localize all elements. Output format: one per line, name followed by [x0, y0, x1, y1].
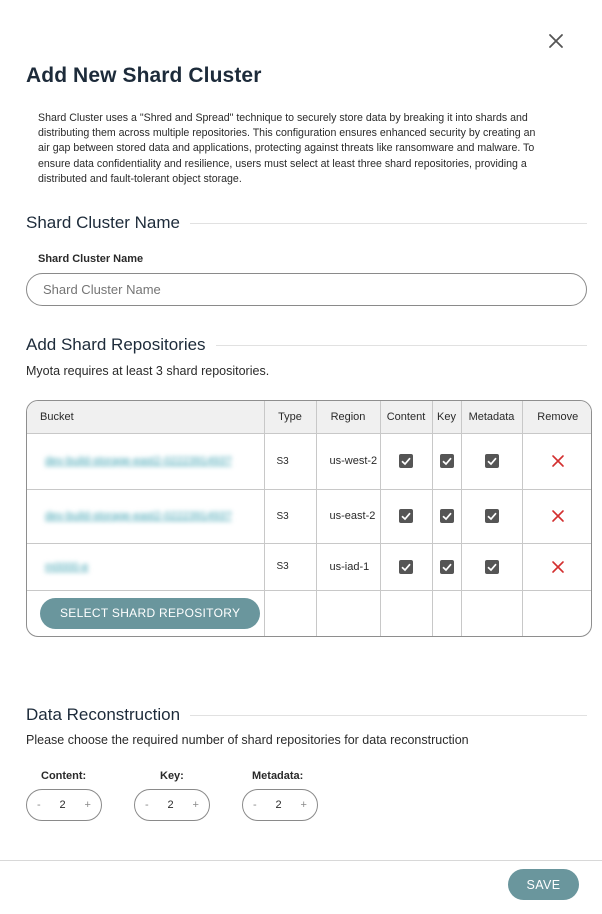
remove-row-button[interactable]	[551, 454, 565, 468]
table-header-row	[27, 401, 592, 433]
column-header-bucket: Bucket	[27, 401, 264, 433]
checkmark-icon	[399, 560, 413, 574]
dialog-title: Add New Shard Cluster	[26, 64, 262, 87]
increment-button[interactable]: +	[300, 799, 307, 811]
bucket-link[interactable]: dev-build-storage-east2-0222391493?	[45, 510, 232, 522]
column-header-metadata: Metadata	[461, 401, 522, 433]
select-shard-repository-button[interactable]: SELECT SHARD REPOSITORY	[40, 598, 260, 629]
table-row	[27, 489, 592, 543]
bucket-link[interactable]: dev-build-storage-east2-0222391493?	[45, 455, 232, 467]
metadata-stepper-label: Metadata:	[252, 770, 304, 782]
key-checkbox[interactable]	[440, 560, 454, 574]
section-heading-text: Add Shard Repositories	[26, 335, 206, 354]
min-repos-note: Myota requires at least 3 shard repositories.	[26, 364, 270, 378]
key-checkbox[interactable]	[440, 454, 454, 468]
type-cell: S3	[264, 489, 316, 543]
content-stepper-label: Content:	[41, 770, 87, 782]
cluster-name-input[interactable]	[26, 273, 587, 306]
section-heading-cluster-name	[26, 213, 587, 233]
metadata-checkbox[interactable]	[485, 454, 499, 468]
region-cell: us-west-2	[316, 433, 380, 489]
table-row	[27, 433, 592, 489]
column-header-region: Region	[316, 401, 380, 433]
checkmark-icon	[485, 560, 499, 574]
bucket-link[interactable]: m0000-e	[45, 560, 89, 573]
checkmark-icon	[485, 509, 499, 523]
checkmark-icon	[485, 454, 499, 468]
column-header-key: Key	[432, 401, 461, 433]
section-heading-text: Data Reconstruction	[26, 705, 181, 724]
content-checkbox[interactable]	[399, 454, 413, 468]
section-divider	[216, 345, 587, 346]
close-button[interactable]	[546, 31, 566, 51]
type-cell: S3	[264, 543, 316, 590]
section-heading-reconstruction	[26, 705, 587, 725]
table-row-actions	[27, 590, 592, 636]
stepper-value: 2	[59, 799, 66, 811]
close-icon	[546, 31, 566, 51]
checkmark-icon	[440, 509, 454, 523]
type-cell: S3	[264, 433, 316, 489]
section-heading-text: Shard Cluster Name	[26, 213, 181, 232]
increment-button[interactable]: +	[192, 799, 199, 811]
metadata-checkbox[interactable]	[485, 509, 499, 523]
remove-row-button[interactable]	[551, 560, 565, 574]
stepper-value: 2	[275, 799, 282, 811]
checkmark-icon	[440, 560, 454, 574]
section-divider	[190, 223, 587, 224]
increment-button[interactable]: +	[84, 799, 91, 811]
content-checkbox[interactable]	[399, 560, 413, 574]
reconstruction-note: Please choose the required number of shard repositories for data reconstruction	[26, 733, 469, 747]
column-header-remove: Remove	[522, 401, 592, 433]
stepper-value: 2	[167, 799, 174, 811]
section-divider	[190, 715, 587, 716]
save-button[interactable]: SAVE	[508, 869, 579, 900]
column-header-type: Type	[264, 401, 316, 433]
remove-row-button[interactable]	[551, 509, 565, 523]
footer-divider	[0, 860, 602, 861]
section-heading-repositories	[26, 335, 587, 355]
table-row	[27, 543, 592, 590]
metadata-checkbox[interactable]	[485, 560, 499, 574]
checkmark-icon	[440, 454, 454, 468]
decrement-button[interactable]: -	[253, 799, 257, 811]
region-cell: us-east-2	[316, 489, 380, 543]
column-header-content: Content	[380, 401, 432, 433]
decrement-button[interactable]: -	[145, 799, 149, 811]
content-checkbox[interactable]	[399, 509, 413, 523]
metadata-stepper[interactable]	[242, 789, 318, 821]
content-stepper[interactable]	[26, 789, 102, 821]
decrement-button[interactable]: -	[37, 799, 41, 811]
key-checkbox[interactable]	[440, 509, 454, 523]
close-icon	[551, 509, 565, 523]
key-stepper-label: Key:	[160, 770, 184, 782]
repositories-table	[26, 400, 592, 637]
close-icon	[551, 560, 565, 574]
checkmark-icon	[399, 454, 413, 468]
checkmark-icon	[399, 509, 413, 523]
cluster-name-label: Shard Cluster Name	[38, 253, 144, 265]
dialog-description: Shard Cluster uses a "Shred and Spread" technique to securely store data by breaking it into shards and distributing them across multiple repositories. This configuration ensures enhanced security by creating an air gap between stored data and applications, protecting against threats like ransomware and malware. To ensure data confidentiality and resilience, users must select at least three shard repositories, providing a distributed and fault-tolerant object storage.	[38, 112, 536, 185]
region-cell: us-iad-1	[316, 543, 380, 590]
key-stepper[interactable]	[134, 789, 210, 821]
close-icon	[551, 454, 565, 468]
